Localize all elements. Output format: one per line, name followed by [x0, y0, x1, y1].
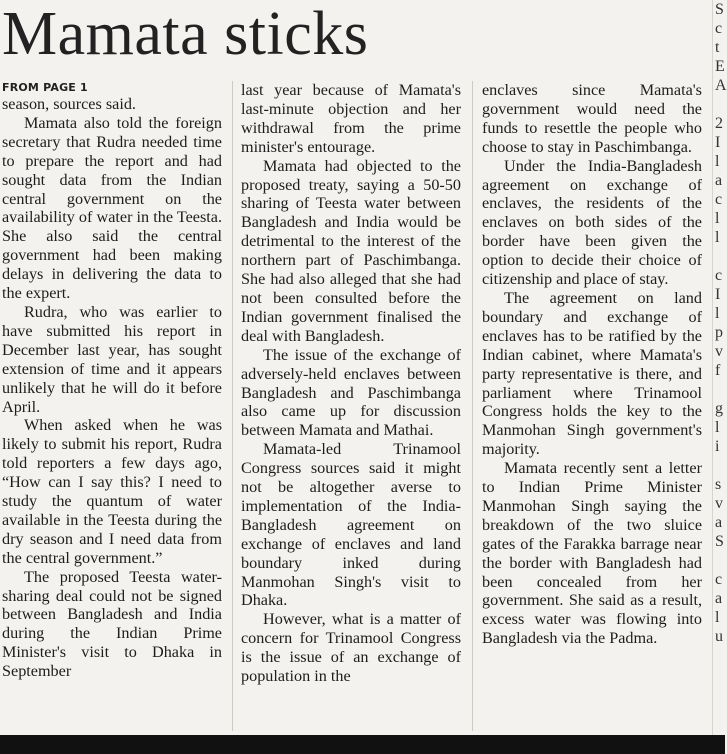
edge-fragment: l — [715, 419, 720, 436]
edge-fragment: E — [715, 58, 725, 75]
edge-fragment: l — [715, 305, 720, 322]
edge-fragment: I — [715, 134, 721, 151]
paragraph: The proposed Teesta water-sharing deal could not be signed between Bangladesh and India during the Indian Prime Minister's visit to Dhaka in September — [2, 567, 222, 681]
adjacent-article-edge — [712, 0, 726, 735]
edge-fragment: v — [715, 343, 723, 360]
edge-fragment: p — [715, 324, 723, 341]
edge-fragment: a — [715, 514, 723, 531]
paragraph: However, what is a matter of concern for Trinamool Congress is the issue of an exchange of population in the — [241, 610, 461, 686]
paragraph: last year because of Mamata's last-minute objection and her withdrawal from the prime minister's entourage. — [241, 81, 461, 156]
edge-fragment — [713, 551, 726, 570]
paragraph: The issue of the exchange of adversely-held enclaves between Bangladesh and Paschimbanga also came up for discussion between Mamata and Mathai. — [241, 345, 461, 440]
paragraph: season, sources said. — [2, 95, 136, 113]
edge-fragment — [713, 456, 726, 475]
edge-fragment: c — [715, 571, 723, 588]
edge-fragment: c — [715, 267, 723, 284]
edge-fragment: g — [715, 400, 723, 417]
edge-fragment: a — [715, 590, 723, 607]
from-page-kicker: FROM PAGE 1 — [2, 81, 88, 94]
edge-fragment: s — [715, 476, 722, 493]
article-column-1 — [2, 81, 222, 681]
paragraph: Mamata recently sent a letter to Indian Prime Minister Manmohan Singh saying the breakdown of the two sluice gates of the Farakka barrage near the border with Bangladesh had been concealed from her government. She said as a result, excess water was flowing into Bangladesh via the Padma. — [482, 459, 702, 648]
paragraph: enclaves since Mamata's government would need the funds to resettle the people who choose to stay in Paschimbanga. — [482, 81, 702, 156]
paragraph: Rudra, who was earlier to have submitted his report in December last year, has sought extension of time and it appears unlikely that he will do it before April. — [2, 302, 222, 416]
edge-fragment: A — [715, 77, 727, 94]
article-column-3 — [482, 81, 702, 648]
edge-fragment: t — [715, 39, 720, 56]
column-divider — [232, 81, 233, 731]
edge-fragment: l — [715, 609, 720, 626]
paragraph: The agreement on land boundary and exchange of enclaves has to be ratified by the Indian cabinet, where Mamata's party representative is there, and parliament where Trinamool Congress holds the key to the Manmohan Singh government's majority. — [482, 288, 702, 459]
paragraph: Under the India-Bangladesh agreement on exchange of enclaves, the residents of the enclaves on both sides of the border have been given the option to decide their choice of citizenship and place of stay. — [482, 156, 702, 289]
paragraph: Mamata had objected to the proposed treaty, saying a 50-50 sharing of Teesta water between Bangladesh and India would be detrimental to the interest of the northern part of Paschimbanga. She had also alleged that she had not been consulted before the Indian government finalised the deal with Bangladesh. — [241, 156, 461, 345]
edge-fragment: c — [715, 20, 723, 37]
paragraph: Mamata-led Trinamool Congress sources said it might not be altogether averse to implementation of the India-Bangladesh agreement on exchange of enclaves and land boundary inked during Manmohan Singh's visit to Dhaka. — [241, 440, 461, 610]
article-column-2 — [241, 81, 461, 686]
edge-fragment: a — [715, 172, 723, 189]
column-divider — [472, 81, 473, 731]
edge-fragment — [713, 380, 726, 399]
edge-fragment: c — [715, 191, 723, 208]
edge-fragment: I — [715, 286, 721, 303]
edge-fragment — [713, 95, 726, 114]
paragraph: Mamata also told the foreign secretary that Rudra needed time to prepare the report and had sought data from the Indian central government on the availability of water in the Teesta. She also said the central government had been making delays in delivering the data to the expert. — [2, 113, 222, 303]
edge-fragment: l — [715, 153, 720, 170]
edge-fragment: l — [715, 229, 720, 246]
edge-fragment: f — [715, 362, 721, 379]
edge-fragment: l — [715, 210, 720, 227]
edge-fragment: v — [715, 495, 723, 512]
edge-fragment — [713, 247, 726, 266]
paragraph: When asked when he was likely to submit his report, Rudra told reporters a few days ago, “How can I say this? I need to study the quantum of water available in the Teesta during the dry season and I need data from the central government.” — [2, 416, 222, 567]
edge-fragment: i — [715, 438, 720, 455]
scan-bottom-bar — [0, 735, 725, 754]
headline: Mamata sticks — [2, 0, 369, 68]
edge-fragment: u — [715, 628, 723, 645]
edge-fragment: S — [715, 533, 724, 550]
edge-fragment: 2 — [715, 115, 723, 132]
edge-fragment: S — [715, 1, 724, 18]
